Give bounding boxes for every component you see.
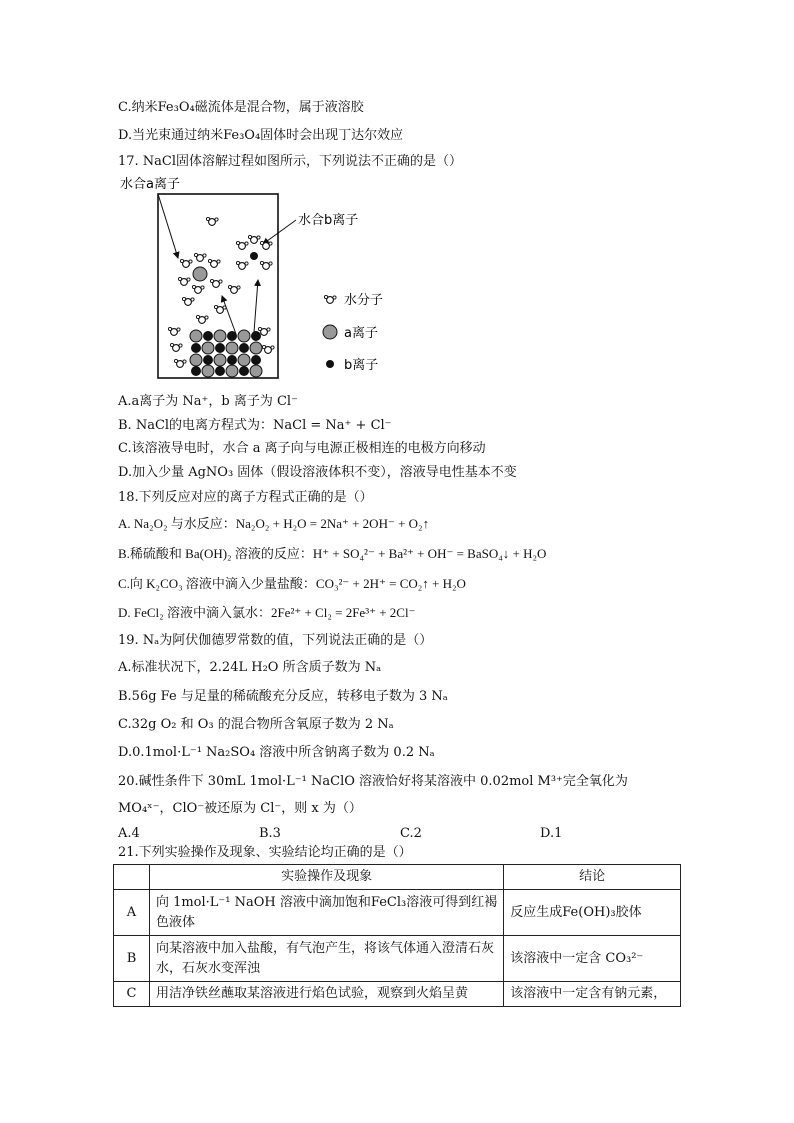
- row-conclusion: 该溶液中一定含 CO₃²⁻: [504, 936, 681, 982]
- table-row: [114, 936, 681, 982]
- q20-option-b: B.3: [259, 826, 281, 841]
- q17-stem: 17. NaCl固体溶解过程如图所示，下列说法不正确的是（）: [118, 154, 463, 169]
- q17-option-a: A.a离子为 Na⁺，b 离子为 Cl⁻: [118, 394, 298, 409]
- q20-option-a: A.4: [118, 826, 140, 841]
- row-label: B: [114, 936, 150, 982]
- row-label: C: [114, 982, 150, 1007]
- label-hydrated-b: 水合b离子: [298, 213, 359, 228]
- table-row: [114, 982, 681, 1007]
- row-conclusion: 该溶液中一定含有钠元素，: [504, 982, 681, 1007]
- row-conclusion: 反应生成Fe(OH)₃胶体: [504, 890, 681, 936]
- q21-stem: 21.下列实验操作及现象、实验结论均正确的是（）: [118, 845, 412, 860]
- q19-stem: 19. Nₐ为阿伏伽德罗常数的值，下列说法正确的是（）: [118, 633, 433, 648]
- q16-option-c: C.纳米Fe₃O₄磁流体是混合物，属于液溶胶: [118, 100, 364, 115]
- legend: [323, 292, 383, 373]
- q19-option-c: C.32g O₂ 和 O₃ 的混合物所含氧原子数为 2 Nₐ: [118, 717, 394, 732]
- q20-stem-line2: MO₄ˣ⁻，ClO⁻被还原为 Cl⁻，则 x 为（）: [118, 801, 362, 816]
- q17-option-b: B. NaCl的电离方程式为：NaCl = Na⁺ + Cl⁻: [118, 418, 392, 433]
- table-row: [114, 890, 681, 936]
- table-header-label: [114, 865, 150, 890]
- q17-option-c: C.该溶液导电时，水合 a 离子向与电源正极相连的电极方向移动: [118, 441, 486, 456]
- hydrated-b-ion: [236, 235, 272, 269]
- q20-option-d: D.1: [540, 826, 563, 841]
- q18-stem: 18.下列反应对应的离子方程式正确的是（）: [118, 490, 373, 505]
- q18-option-d: D. FeCl₂ 溶液中滴入氯水：2Fe²⁺ + Cl₂ = 2Fe³⁺ + 2Cl⁻: [118, 605, 416, 620]
- q19-option-a: A.标准状况下，2.24L H₂O 所含质子数为 Nₐ: [118, 660, 382, 675]
- q20-option-c: C.2: [400, 826, 422, 841]
- table-header-conclusion: 结论: [504, 865, 681, 890]
- label-hydrated-a: 水合a离子: [120, 177, 180, 192]
- table-header-operation: 实验操作及现象: [149, 865, 503, 890]
- legend-water: 水分子: [344, 293, 384, 308]
- row-operation: 用洁净铁丝蘸取某溶液进行焰色试验，观察到火焰呈黄: [149, 982, 503, 1007]
- q21-table: [113, 864, 681, 1007]
- q19-option-b: B.56g Fe 与足量的稀硫酸充分反应，转移电子数为 3 Nₐ: [118, 689, 448, 704]
- table-header-row: [114, 865, 681, 890]
- legend-b-ion: b离子: [344, 358, 379, 373]
- q18-option-a: A. Na₂O₂ 与水反应：Na₂O₂ + H₂O = 2Na⁺ + 2OH⁻ + O₂↑: [118, 516, 430, 531]
- q17-option-d: D.加入少量 AgNO₃ 固体（假设溶液体积不变），溶液导电性基本不变: [118, 465, 517, 480]
- nacl-dissolution-diagram: [118, 172, 418, 390]
- row-label: A: [114, 890, 150, 936]
- q20-stem-line1: 20.碱性条件下 30mL 1mol·L⁻¹ NaClO 溶液恰好将某溶液中 0.02mol M³⁺完全氧化为: [118, 774, 628, 789]
- row-operation: 向某溶液中加入盐酸，有气泡产生，将该气体通入澄清石灰水，石灰水变浑浊: [149, 936, 503, 982]
- nacl-crystal: [190, 330, 262, 377]
- q16-option-d: D.当光束通过纳米Fe₃O₄固体时会出现丁达尔效应: [118, 128, 404, 143]
- q19-option-d: D.0.1mol·L⁻¹ Na₂SO₄ 溶液中所含钠离子数为 0.2 Nₐ: [118, 745, 435, 760]
- q18-option-c: C.向 K₂CO₃ 溶液中滴入少量盐酸：CO₃²⁻ + 2H⁺ = CO₂↑ + H₂O: [118, 576, 466, 591]
- legend-a-ion: a离子: [344, 326, 378, 341]
- hydrated-a-ion: [178, 253, 222, 293]
- q18-option-b: B.稀硫酸和 Ba(OH)₂ 溶液的反应：H⁺ + SO₄²⁻ + Ba²⁺ + OH⁻ = BaSO₄↓ + H₂O: [118, 546, 547, 561]
- row-operation: 向 1mol·L⁻¹ NaOH 溶液中滴加饱和FeCl₃溶液可得到红褐色液体: [149, 890, 503, 936]
